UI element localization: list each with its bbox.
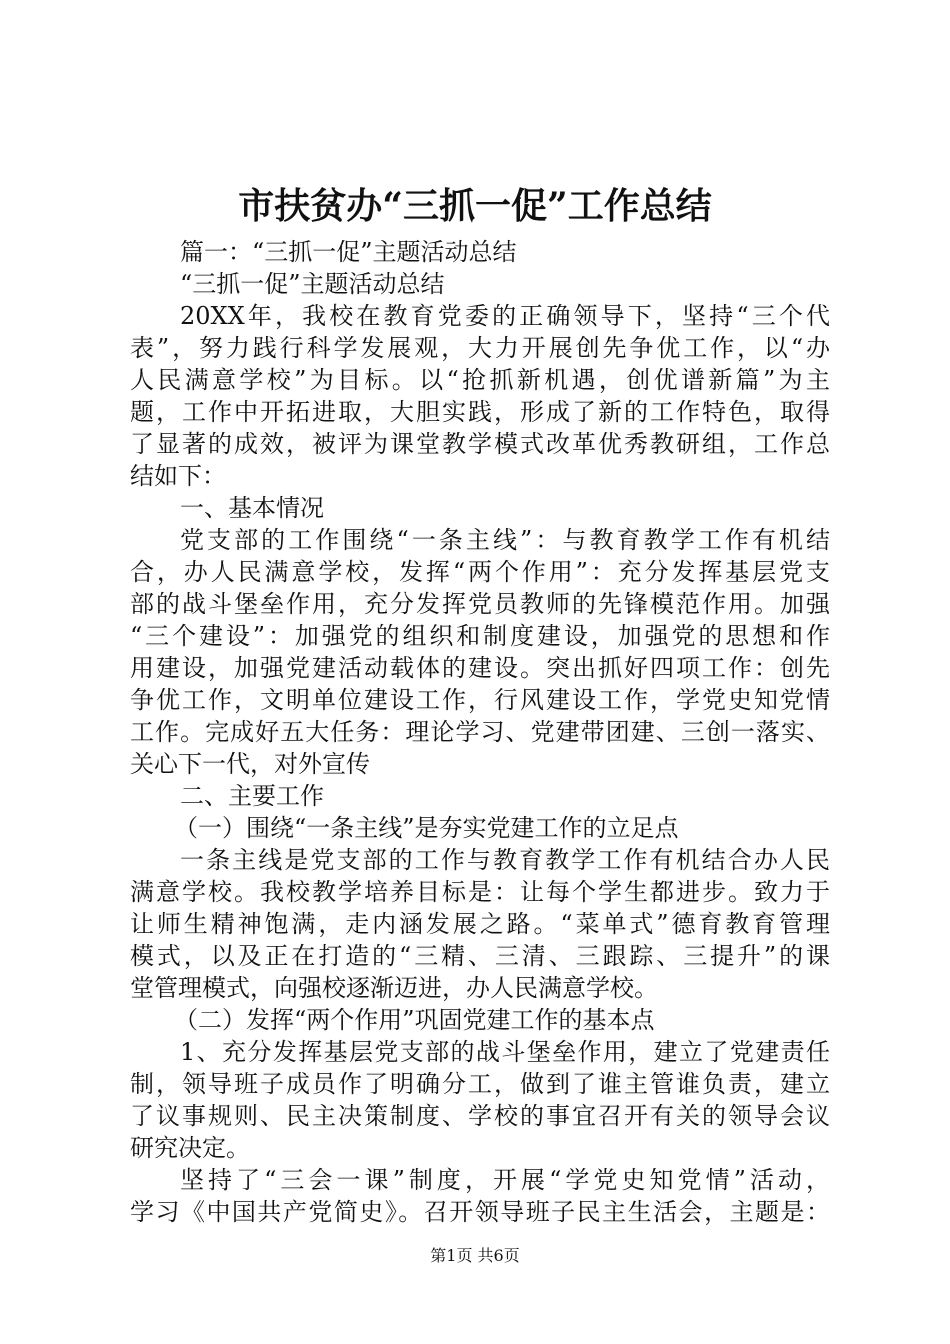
text-line: 争优工作，文明单位建设工作，行风建设工作，学党史知党情: [130, 686, 830, 714]
text-line: 一条主线是党支部的工作与教育教学工作有机结合办人民: [180, 846, 830, 874]
document-title: 市扶贫办“三抓一促”工作总结: [238, 185, 712, 227]
text-line: 满意学校。我校教学培养目标是：让每个学生都进步。致力于: [130, 878, 830, 906]
text-line: 党支部的工作围绕“一条主线”：与教育教学工作有机结: [180, 526, 830, 554]
text-line: 模式，以及正在打造的“三精、三清、三跟踪、三提升”的课: [130, 942, 830, 970]
text-line: 学习《中国共产党简史》。召开领导班子民主生活会，主题是：: [130, 1198, 830, 1226]
text-line: 表”，努力践行科学发展观，大力开展创先争优工作，以“办: [130, 334, 830, 362]
text-line: 坚持了“三会一课”制度，开展“学党史知党情”活动，: [180, 1166, 830, 1194]
section-heading: 一、基本情况: [180, 494, 324, 522]
text-line: 制，领导班子成员作了明确分工，做到了谁主管谁负责，建立: [130, 1070, 830, 1098]
text-line: 工作。完成好五大任务：理论学习、党建带团建、三创一落实、: [130, 718, 830, 746]
document-body: [130, 236, 830, 1228]
text-line: 堂管理模式，向强校逐渐迈进，办人民满意学校。: [130, 974, 658, 1002]
text-line: “三抓一促”主题活动总结: [180, 270, 445, 298]
text-line: 篇一：“三抓一促”主题活动总结: [180, 238, 517, 266]
text-line: 合，办人民满意学校，发挥“两个作用”：充分发挥基层党支: [130, 558, 830, 586]
text-line: 部的战斗堡垒作用，充分发挥党员教师的先锋模范作用。加强: [130, 590, 830, 618]
text-line: 研究决定。: [130, 1134, 250, 1162]
text-line: 结如下：: [130, 462, 226, 490]
text-line: 用建设，加强党建活动载体的建设。突出抓好四项工作：创先: [130, 654, 830, 682]
text-line: 了议事规则、民主决策制度、学校的事宜召开有关的领导会议: [130, 1102, 830, 1130]
section-heading: 二、主要工作: [180, 782, 324, 810]
text-line: 让师生精神饱满，走内涵发展之路。“菜单式”德育教育管理: [130, 910, 830, 938]
subsection-heading: （二）发挥“两个作用”巩固党建工作的基本点: [174, 1006, 655, 1034]
text-line: 20XX年，我校在教育党委的正确领导下，坚持“三个代: [180, 302, 830, 330]
text-line: 了显著的成效，被评为课堂教学模式改革优秀教研组，工作总: [130, 430, 830, 458]
page-footer: 第1页 共6页: [430, 1246, 520, 1265]
text-line: 关心下一代，对外宣传: [130, 750, 370, 778]
subsection-heading: （一）围绕“一条主线”是夯实党建工作的立足点: [174, 814, 679, 842]
text-line: “三个建设”：加强党的组织和制度建设，加强党的思想和作: [130, 622, 830, 650]
text-line: 题，工作中开拓进取，大胆实践，形成了新的工作特色，取得: [130, 398, 830, 426]
text-line: 人民满意学校”为目标。以“抢抓新机遇，创优谱新篇”为主: [130, 366, 830, 394]
text-line: 1、充分发挥基层党支部的战斗堡垒作用，建立了党建责任: [180, 1038, 830, 1066]
